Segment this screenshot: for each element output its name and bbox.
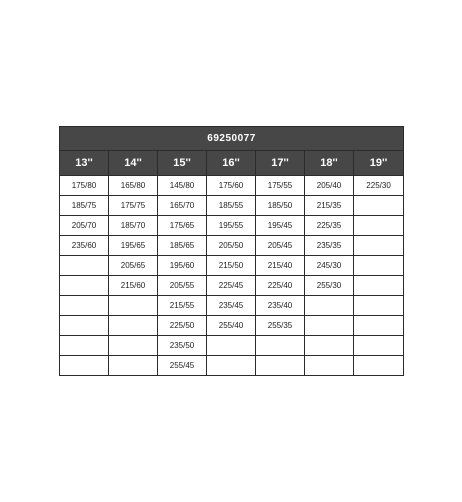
table-cell <box>354 316 404 336</box>
table-row <box>60 256 404 276</box>
table-cell: 235/40 <box>256 296 305 316</box>
table-cell <box>109 356 158 376</box>
table-cell: 175/55 <box>256 176 305 196</box>
table-cell <box>354 196 404 216</box>
table-cell <box>60 276 109 296</box>
table-row <box>60 196 404 216</box>
table-cell <box>60 296 109 316</box>
table-cell <box>109 296 158 316</box>
table-cell: 175/75 <box>109 196 158 216</box>
table-row <box>60 176 404 196</box>
table-cell <box>256 336 305 356</box>
table-cell <box>354 216 404 236</box>
table-cell: 205/65 <box>109 256 158 276</box>
table-cell: 185/55 <box>207 196 256 216</box>
table-cell: 255/35 <box>256 316 305 336</box>
table-cell: 225/50 <box>158 316 207 336</box>
table-cell: 205/45 <box>256 236 305 256</box>
table-row <box>60 356 404 376</box>
table-cell: 215/40 <box>256 256 305 276</box>
table-cell: 185/65 <box>158 236 207 256</box>
table-cell: 175/65 <box>158 216 207 236</box>
table-cell <box>354 276 404 296</box>
column-header: 18'' <box>305 151 354 176</box>
table-cell: 225/40 <box>256 276 305 296</box>
table-cell <box>305 296 354 316</box>
table-cell <box>305 356 354 376</box>
table-title: 69250077 <box>60 127 404 151</box>
table-cell: 205/40 <box>305 176 354 196</box>
table-row <box>60 336 404 356</box>
table-cell: 255/40 <box>207 316 256 336</box>
table-cell: 215/50 <box>207 256 256 276</box>
table-cell <box>60 316 109 336</box>
table-row <box>60 236 404 256</box>
table-cell <box>256 356 305 376</box>
table-cell: 215/55 <box>158 296 207 316</box>
table-title-row <box>60 127 404 151</box>
table-cell <box>60 356 109 376</box>
table-cell <box>354 356 404 376</box>
table-cell: 185/75 <box>60 196 109 216</box>
table-cell: 195/60 <box>158 256 207 276</box>
table-cell: 175/80 <box>60 176 109 196</box>
column-header: 19'' <box>354 151 404 176</box>
table-cell: 215/60 <box>109 276 158 296</box>
table-cell: 185/70 <box>109 216 158 236</box>
table-row <box>60 296 404 316</box>
table-cell <box>207 336 256 356</box>
table-header-row <box>60 151 404 176</box>
column-header: 17'' <box>256 151 305 176</box>
table-row <box>60 316 404 336</box>
table-cell: 195/45 <box>256 216 305 236</box>
table-cell <box>60 336 109 356</box>
column-header: 14'' <box>109 151 158 176</box>
table-cell: 225/30 <box>354 176 404 196</box>
table-cell <box>354 336 404 356</box>
table-cell: 195/65 <box>109 236 158 256</box>
table-cell <box>305 336 354 356</box>
table-cell: 235/50 <box>158 336 207 356</box>
table-cell: 165/80 <box>109 176 158 196</box>
table-cell: 185/50 <box>256 196 305 216</box>
table-cell: 165/70 <box>158 196 207 216</box>
table-body <box>60 176 404 376</box>
table-cell: 205/70 <box>60 216 109 236</box>
table-cell <box>354 236 404 256</box>
table-cell: 255/30 <box>305 276 354 296</box>
table-cell <box>207 356 256 376</box>
tire-size-table <box>59 126 404 376</box>
table-cell <box>109 316 158 336</box>
table-cell: 255/45 <box>158 356 207 376</box>
table-cell <box>354 296 404 316</box>
table-cell <box>354 256 404 276</box>
table-cell <box>305 316 354 336</box>
table-cell: 235/60 <box>60 236 109 256</box>
column-header: 13'' <box>60 151 109 176</box>
table-cell <box>60 256 109 276</box>
table-cell: 245/30 <box>305 256 354 276</box>
table-row <box>60 216 404 236</box>
table-cell: 215/35 <box>305 196 354 216</box>
table-cell: 225/45 <box>207 276 256 296</box>
table-cell: 235/45 <box>207 296 256 316</box>
table-cell: 145/80 <box>158 176 207 196</box>
column-header: 15'' <box>158 151 207 176</box>
table-cell <box>109 336 158 356</box>
table-cell: 235/35 <box>305 236 354 256</box>
column-header: 16'' <box>207 151 256 176</box>
table-cell: 205/50 <box>207 236 256 256</box>
table-cell: 195/55 <box>207 216 256 236</box>
table-cell: 175/60 <box>207 176 256 196</box>
table-cell: 205/55 <box>158 276 207 296</box>
table-row <box>60 276 404 296</box>
table-cell: 225/35 <box>305 216 354 236</box>
